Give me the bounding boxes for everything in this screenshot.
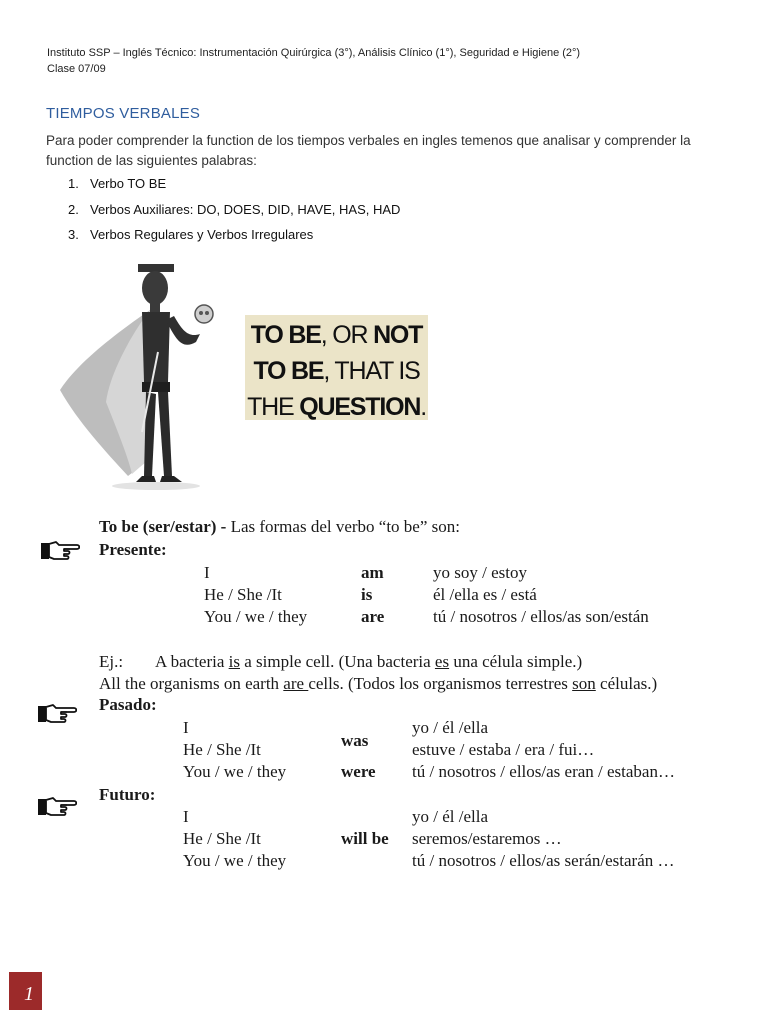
presente-translation: yo soy / estoy — [433, 563, 527, 582]
list-number: 2. — [68, 201, 79, 217]
example-sentence-2: All the organisms on earth are cells. (Todos los organismos terrestres son células.) — [99, 674, 658, 693]
example-label: Ej.: — [99, 652, 124, 671]
list-text: Verbos Regulares y Verbos Irregulares — [90, 227, 314, 242]
presente-verb: am — [361, 563, 384, 582]
list-number: 3. — [68, 227, 79, 242]
pasado-verb-were: were — [341, 762, 376, 781]
presente-verb: are — [361, 607, 385, 626]
pointing-hand-icon — [37, 793, 77, 819]
presente-subject: You / we / they — [204, 607, 308, 626]
intro-line-2: function de las siguientes palabras: — [46, 153, 257, 168]
pasado-subject: You / we / they — [183, 762, 287, 781]
pasado-label: Pasado: — [99, 695, 157, 714]
page-number-badge — [9, 972, 42, 1010]
header-class-date: Clase 07/09 — [47, 63, 106, 75]
pasado-subject: He / She /It — [183, 740, 261, 759]
section-title: TIEMPOS VERBALES — [46, 105, 201, 122]
pasado-translation: tú / nosotros / ellos/as eran / estaban… — [412, 762, 675, 781]
list-text: Verbos Auxiliares: DO, DOES, DID, HAVE, HAS, HAD — [90, 201, 401, 217]
quote-line-3: THE QUESTION. — [247, 393, 426, 421]
presente-subject: I — [204, 563, 210, 582]
quote-line-2: TO BE, THAT IS — [253, 357, 420, 385]
futuro-translation: yo / él /ella — [412, 807, 489, 826]
presente-verb: is — [361, 585, 373, 604]
pointing-hand-icon — [40, 537, 80, 563]
pasado-translation: estuve / estaba / era / fui… — [412, 740, 595, 759]
futuro-subject: He / She /It — [183, 829, 261, 848]
pointing-hand-icon — [37, 700, 77, 726]
quote-line-1: TO BE, OR NOT — [250, 321, 423, 349]
example-sentence-1: A bacteria is a simple cell. (Una bacteria es una célula simple.) — [155, 652, 583, 671]
intro-paragraph — [46, 131, 726, 171]
futuro-subject: I — [183, 807, 189, 826]
presente-translation: él /ella es / está — [433, 585, 537, 604]
list-item — [68, 176, 400, 202]
tobe-heading: To be (ser/estar) - Las formas del verbo “to be” son: — [99, 517, 460, 536]
header-institute-line: Instituto SSP – Inglés Técnico: Instrumentación Quirúrgica (3°), Análisis Clínico (1°), Seguridad e Higiene (2°) — [47, 47, 581, 59]
intro-line-1: Para poder comprender la function de los tiempos verbales en ingles temenos que analisar y comprender la — [46, 133, 691, 148]
pasado-translation: yo / él /ella — [412, 718, 489, 737]
page-number: 1 — [24, 983, 34, 1005]
list-item — [68, 227, 400, 253]
presente-translation: tú / nosotros / ellos/as son/están — [433, 607, 649, 626]
to-be-quote-image — [245, 315, 428, 420]
futuro-translation: tú / nosotros / ellos/as serán/estarán … — [412, 851, 675, 870]
hamlet-silhouette-illustration — [58, 262, 218, 492]
word-list — [68, 176, 400, 253]
futuro-translation: seremos/estaremos … — [412, 829, 562, 848]
presente-label: Presente: — [99, 540, 167, 559]
futuro-label: Futuro: — [99, 785, 156, 804]
list-number: 1. — [68, 176, 79, 191]
list-item — [68, 202, 400, 228]
presente-subject: He / She /It — [204, 585, 282, 604]
pasado-subject: I — [183, 718, 189, 737]
list-text: Verbo TO BE — [90, 176, 167, 191]
futuro-subject: You / we / they — [183, 851, 287, 870]
futuro-verb: will be — [341, 829, 389, 848]
pasado-verb-was: was — [341, 731, 369, 750]
